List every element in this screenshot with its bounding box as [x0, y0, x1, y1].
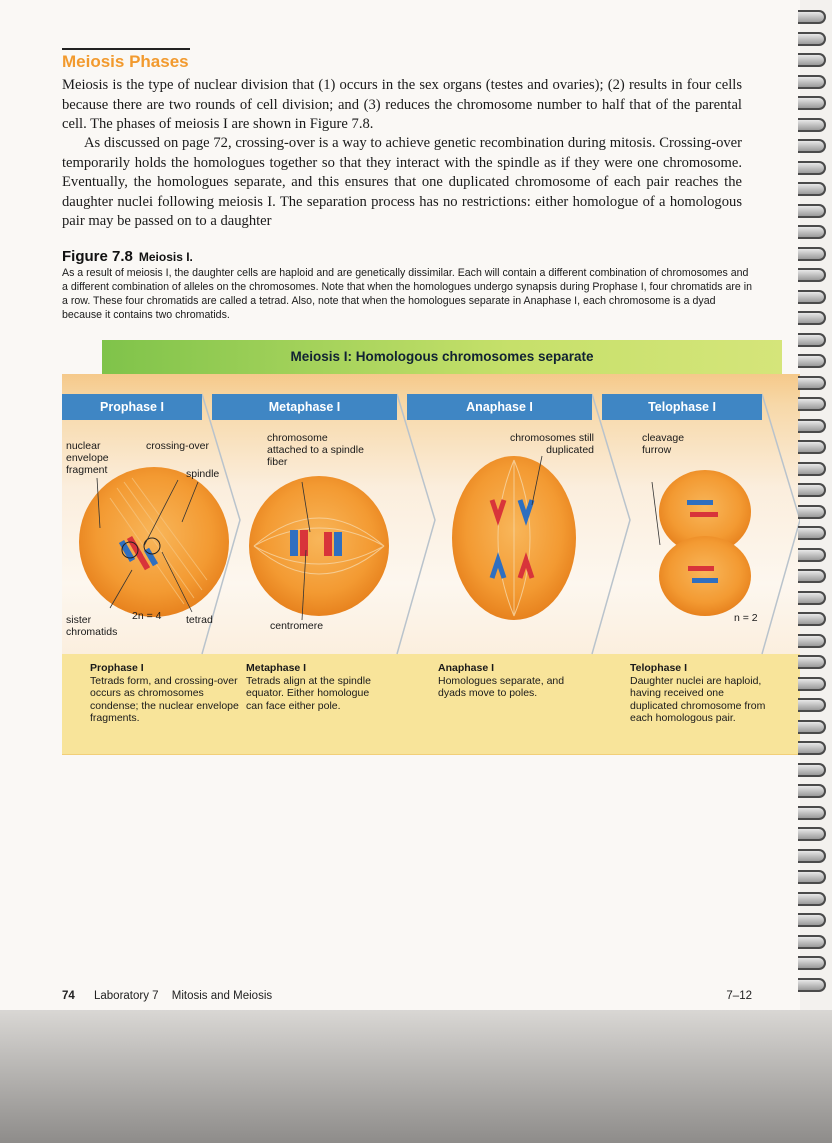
desc-prophase-text: Tetrads form, and crossing-over occurs as chromosomes condense; the nuclear envelope fragments. [90, 674, 239, 724]
label-crossing-over: crossing-over [146, 440, 210, 452]
figure-title [62, 248, 193, 265]
binding-coil [798, 935, 826, 949]
binding-coil [798, 53, 826, 67]
anaphase-cell [452, 456, 576, 620]
meiosis-figure [62, 340, 800, 755]
binding-coil [798, 591, 826, 605]
desc-anaphase-title: Anaphase I [438, 662, 495, 674]
binding-coil [798, 397, 826, 411]
tab-prophase: Prophase I [62, 394, 202, 420]
binding-coil [798, 526, 826, 540]
desc-prophase-title: Prophase I [90, 662, 144, 674]
label-centromere: centromere [270, 620, 324, 632]
section-title: Meiosis Phases [62, 48, 190, 72]
scan-shadow [0, 1010, 832, 1143]
desc-prophase [90, 662, 240, 725]
tab-metaphase: Metaphase I [212, 394, 397, 420]
desc-anaphase-text: Homologues separate, and dyads move to poles. [438, 674, 565, 699]
binding-coil [798, 892, 826, 906]
binding-coil [798, 741, 826, 755]
binding-coil [798, 870, 826, 884]
binding-coil [798, 913, 826, 927]
paragraph-2: As discussed on page 72, crossing-over is a way to achieve genetic recombination during mitosis. Crossing-over temporarily holds the homologues together so that they interact with the spindle as if they were one chromosome. Eventually, the homologues separate, and this ensures that one duplicated chromosome of each pair reaches the daughter nuclei following meiosis I. The separation process has no restrictions: either homologue of a homologous pair may be passed on to a daughter [62, 135, 742, 229]
binding-coil [798, 677, 826, 691]
label-n2: n = 2 [734, 612, 758, 624]
desc-telophase-title: Telophase I [630, 662, 687, 674]
desc-telophase [630, 662, 770, 725]
binding-coil [798, 612, 826, 626]
binding-coil [798, 182, 826, 196]
binding-coil [798, 483, 826, 497]
binding-coil [798, 333, 826, 347]
binding-coil [798, 311, 826, 325]
label-spindle: spindle [186, 468, 220, 480]
binding-coil [798, 806, 826, 820]
tab-telophase: Telophase I [602, 394, 762, 420]
metaphase-cell [249, 476, 389, 616]
binding-coil [798, 290, 826, 304]
label-sister-chromatids: sister chromatids [66, 614, 118, 638]
binding-coil [798, 655, 826, 669]
desc-metaphase [246, 662, 386, 712]
binding-coil [798, 161, 826, 175]
binding-coil [798, 634, 826, 648]
spiral-binding [792, 10, 832, 1010]
prophase-cell [79, 467, 229, 617]
desc-metaphase-title: Metaphase I [246, 662, 307, 674]
label-cleavage-furrow: cleavage furrow [642, 432, 685, 456]
binding-coil [798, 720, 826, 734]
binding-coil [798, 763, 826, 777]
telophase-cells [659, 470, 751, 616]
figure-caption: As a result of meiosis I, the daughter cells are haploid and are genetically dissimilar. Each will contain a different combination of chromosomes and a different combination of alleles on the chromosomes. Note that when the homologues undergo synapsis during Prophase I, four chromatids are in a row. These four chromatids are called a tetrad. Also, note that when the homologues separate in Anaphase I, each chromosome is a dyad because it contains two chromatids. [62, 267, 752, 321]
desc-anaphase [438, 662, 578, 700]
binding-coil [798, 354, 826, 368]
label-tetrad: tetrad [186, 614, 213, 626]
page-footer [62, 990, 752, 1010]
binding-coil [798, 419, 826, 433]
figure-number: Figure 7.8 [62, 248, 133, 265]
label-chromosome-attached: chromosome attached to a spindle fiber [267, 432, 364, 468]
binding-coil [798, 139, 826, 153]
label-2n: 2n = 4 [132, 610, 162, 622]
label-nuclear-envelope: nuclear envelope fragment [66, 440, 109, 476]
desc-metaphase-text: Tetrads align at the spindle equator. Either homologue can face either pole. [246, 674, 371, 712]
binding-coil [798, 827, 826, 841]
desc-telophase-text: Daughter nuclei are haploid, having received one duplicated chromosome from each homologous pair. [630, 674, 766, 724]
tab-anaphase: Anaphase I [407, 394, 592, 420]
binding-coil [798, 247, 826, 261]
binding-coil [798, 75, 826, 89]
binding-coil [798, 505, 826, 519]
binding-coil [798, 32, 826, 46]
binding-coil [798, 204, 826, 218]
figure-band-title: Meiosis I: Homologous chromosomes separate [102, 340, 782, 374]
footer-topic: Mitosis and Meiosis [171, 990, 273, 1002]
binding-coil [798, 96, 826, 110]
binding-coil [798, 118, 826, 132]
page-number: 74 [62, 990, 75, 1002]
binding-coil [798, 698, 826, 712]
binding-coil [798, 440, 826, 454]
binding-coil [798, 978, 826, 992]
footer-page-code: 7–12 [726, 990, 752, 1002]
paragraph-1: Meiosis is the type of nuclear division that (1) occurs in the sex organs (testes and ovaries); (2) results in four cells because there are two rounds of cell division; and (3) reduces the chromosome number to half that of the parental cell. The phases of meiosis I are shown in Figure 7.8. [62, 77, 742, 132]
figure-subtitle: Meiosis I. [138, 250, 193, 264]
binding-coil [798, 569, 826, 583]
binding-coil [798, 784, 826, 798]
label-chromosomes-duplicated: chromosomes still duplicated [509, 432, 594, 456]
binding-coil [798, 462, 826, 476]
footer-lab: Laboratory 7 [94, 990, 159, 1002]
binding-coil [798, 956, 826, 970]
binding-coil [798, 10, 826, 24]
binding-coil [798, 376, 826, 390]
binding-coil [798, 225, 826, 239]
binding-coil [798, 849, 826, 863]
binding-coil [798, 268, 826, 282]
binding-coil [798, 548, 826, 562]
